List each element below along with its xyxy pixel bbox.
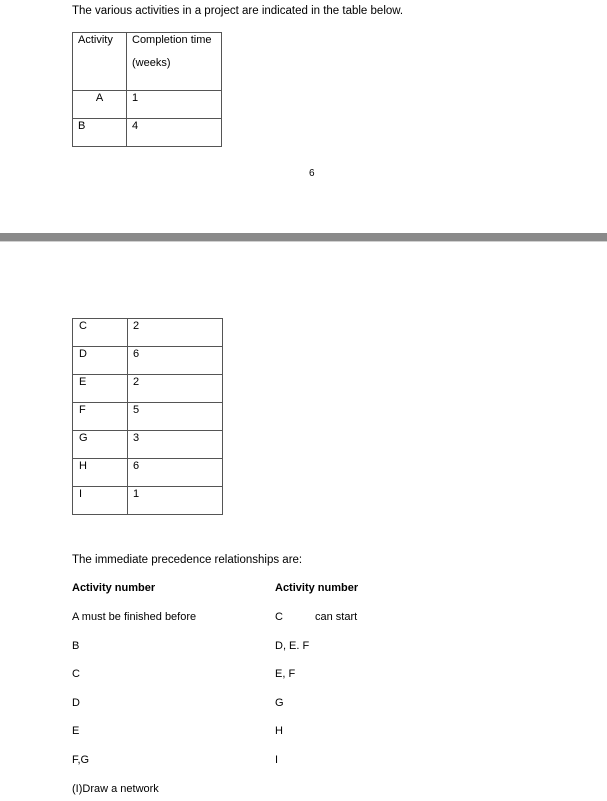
question-text: (I)Draw a network — [72, 783, 159, 795]
precedence-left-item: B — [72, 640, 80, 652]
cell-time: 6 — [128, 459, 223, 487]
cell-time: 1 — [127, 91, 222, 119]
cell-activity: G — [73, 431, 128, 459]
precedence-right-item: G — [275, 697, 284, 709]
cell-time: 2 — [128, 375, 223, 403]
cell-activity: B — [73, 119, 127, 147]
header-activity — [73, 33, 127, 91]
table-row — [73, 119, 222, 147]
table-row — [73, 91, 222, 119]
cell-activity: E — [73, 375, 128, 403]
table-header-row — [73, 33, 222, 91]
table-row — [73, 431, 223, 459]
precedence-right-item: D, E. F — [275, 640, 310, 652]
precedence-right-item: E, F — [275, 668, 296, 680]
precedence-left-item: F,G — [72, 754, 90, 766]
header-activity-label: Activity — [78, 34, 113, 46]
can-start-text: can start — [315, 611, 358, 623]
cell-activity: I — [73, 487, 128, 515]
precedence-left-item: C — [72, 668, 80, 680]
intro-text: The various activities in a project are indicated in the table below. — [72, 5, 404, 17]
page-number: 6 — [309, 168, 315, 179]
cell-activity: A — [73, 91, 127, 119]
table-row — [73, 319, 223, 347]
precedence-left-item: E — [72, 725, 80, 737]
cell-activity: C — [73, 319, 128, 347]
header-time-line1: Completion time — [132, 34, 212, 46]
table-row — [73, 347, 223, 375]
header-completion-time — [127, 33, 222, 91]
page-break-shadow — [0, 241, 607, 242]
header-time-line2: (weeks) — [132, 57, 171, 69]
cell-time: 6 — [128, 347, 223, 375]
precedence-heading: The immediate precedence relationships are: — [72, 554, 303, 566]
cell-time: 5 — [128, 403, 223, 431]
table-row — [73, 459, 223, 487]
cell-time: 1 — [128, 487, 223, 515]
precedence-right-item: I — [275, 754, 279, 766]
precedence-right-item: H — [275, 725, 283, 737]
cell-time: 2 — [128, 319, 223, 347]
cell-time: 3 — [128, 431, 223, 459]
table-row — [73, 403, 223, 431]
cell-time: 4 — [127, 119, 222, 147]
precedence-left-item: D — [72, 697, 80, 709]
column-header-left: Activity number — [72, 582, 156, 594]
activity-table-top — [72, 32, 222, 147]
precedence-first-left: A must be finished before — [72, 611, 197, 623]
column-header-right: Activity number — [275, 582, 359, 594]
cell-activity: F — [73, 403, 128, 431]
activity-table-bottom — [72, 318, 223, 515]
precedence-first-right: C — [275, 611, 283, 623]
table-row — [73, 487, 223, 515]
cell-activity: D — [73, 347, 128, 375]
cell-activity: H — [73, 459, 128, 487]
page-break-divider — [0, 233, 607, 241]
table-row — [73, 375, 223, 403]
